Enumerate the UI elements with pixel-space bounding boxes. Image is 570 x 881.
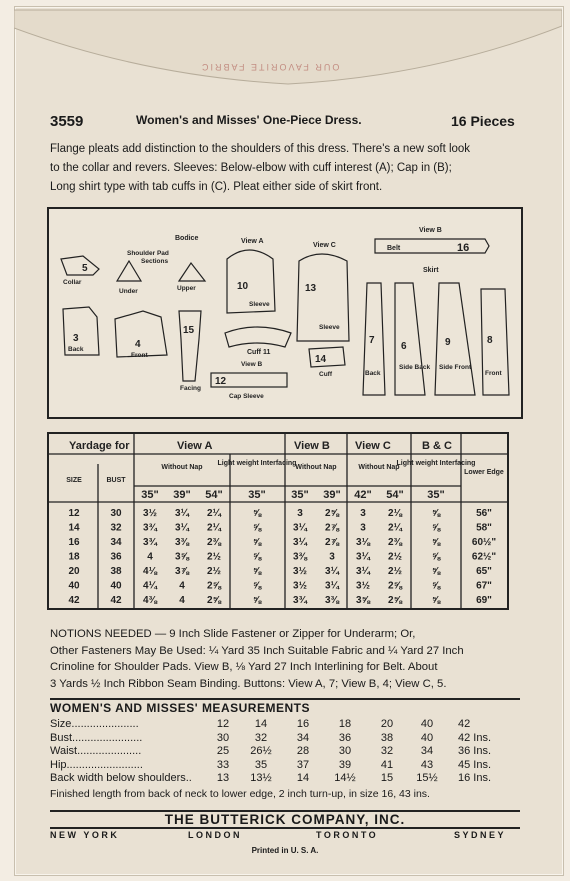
yardage-cell: ⅝ <box>252 508 262 519</box>
measurement-value: 38 <box>380 731 394 744</box>
cuff-a-label: Cuff 11 <box>247 349 271 356</box>
yardage-cell: ⅝ <box>252 522 262 534</box>
yardage-cell: 3½ <box>293 566 307 577</box>
yardage-cell: 4⅛ <box>143 566 157 577</box>
view-b-top-label: View B <box>419 227 442 234</box>
skirt-label: Skirt <box>423 267 439 274</box>
sleeve-c-number: 13 <box>305 283 317 294</box>
yardage-cell: 36 <box>110 551 122 563</box>
collar-number: 5 <box>82 263 88 274</box>
measurement-value: 20 <box>380 718 394 730</box>
skirt-back-label: Back <box>365 370 381 377</box>
measurement-value: 34 <box>296 731 310 744</box>
measurement-value: 12 <box>216 718 230 730</box>
yardage-cell: 2⅞ <box>325 537 339 548</box>
view-c-label: View C <box>313 242 336 249</box>
sections-label: Sections <box>141 258 169 265</box>
yardage-cell: ⅝ <box>431 551 441 563</box>
facing-piece <box>179 311 201 381</box>
measurement-value: 16 <box>296 718 310 730</box>
fabric-width: 35" <box>141 489 159 501</box>
belt-label: Belt <box>387 245 401 252</box>
measurement-value: 33 <box>216 758 230 771</box>
measurement-value: 32 <box>380 745 394 757</box>
cuff-c-label: Cuff <box>319 371 332 378</box>
yardage-cell: 60½" <box>471 537 497 548</box>
description-line: Flange pleats add distinction to the shoulders of this dress. There's a new soft look <box>50 143 471 155</box>
yardage-cell: 14 <box>68 522 80 534</box>
measurement-value: 37 <box>296 758 310 771</box>
yardage-cell: ⅝ <box>431 595 441 606</box>
yardage-cell: 3¼ <box>356 566 370 577</box>
measurement-label: Hip......................... <box>50 758 143 771</box>
view-a-label: View A <box>241 238 264 245</box>
measurement-row <box>50 745 520 758</box>
yardage-cell: 3⅞ <box>175 566 189 577</box>
measurement-value: 35 <box>254 758 268 771</box>
sleeve-a-number: 10 <box>237 281 249 292</box>
notions-line: Crinoline for Shoulder Pads. View B, ⅛ Yard 27 Inch Interlining for Belt. About <box>50 661 438 673</box>
yardage-cell: 3½ <box>293 580 307 592</box>
yardage-cell: 34 <box>110 537 122 548</box>
envelope-flap <box>14 6 562 96</box>
yardage-cell: 42 <box>68 595 80 606</box>
measurement-value: 45 Ins. <box>458 758 492 771</box>
measurement-value: 14 <box>296 772 310 784</box>
yardage-cell: 2½ <box>207 551 221 563</box>
yardage-cell: 3⅜ <box>325 595 339 606</box>
side-front-label: Side Front <box>439 364 472 371</box>
measurement-value: 32 <box>254 731 268 744</box>
yardage-cell: 2¼ <box>388 522 402 534</box>
pattern-number: 3559 <box>50 113 84 130</box>
yardage-cell: ⅝ <box>252 537 262 548</box>
yardage-cell: ⅝ <box>431 537 441 548</box>
yardage-cell: 2⅝ <box>207 595 221 606</box>
view-a-header: View A <box>177 440 213 452</box>
without-nap-b: Without Nap <box>295 464 337 471</box>
measurement-row <box>50 718 520 731</box>
size-header: SIZE <box>66 477 82 484</box>
yardage-cell: 4 <box>179 580 185 592</box>
measurement-value: 40 <box>420 731 434 744</box>
yardage-cell: ⅝ <box>431 580 441 592</box>
facing-number: 15 <box>183 325 195 336</box>
b-and-c-header: B & C <box>422 440 452 452</box>
description-line: to the collar and revers. Sleeves: Below-elbow with cuff interest (A); Cap in (B); <box>50 162 452 174</box>
yardage-cell: 3¼ <box>293 522 307 534</box>
measurement-value: 39 <box>338 758 352 771</box>
without-nap-a: Without Nap <box>161 464 203 471</box>
cap-sleeve-label: Cap Sleeve <box>229 393 264 400</box>
measurement-value: 30 <box>338 745 352 757</box>
fabric-width: 39" <box>173 489 191 501</box>
bodice-front-piece <box>115 311 167 357</box>
skirt-front-number: 8 <box>487 335 493 346</box>
notions-line: 3 Yards ½ Inch Ribbon Seam Binding. Buttons: View A, 7; View B, 4; View C, 5. <box>50 677 447 690</box>
fabric-width: 54" <box>205 489 223 501</box>
fabric-width: 42" <box>354 489 372 501</box>
measurement-value: 36 Ins. <box>458 745 492 757</box>
yardage-cell: 2⅝ <box>207 580 221 592</box>
city-name: TORONTO <box>316 830 379 840</box>
notions-needed <box>50 626 525 692</box>
yardage-cell: 2⅛ <box>388 508 402 519</box>
measurement-label: Size...................... <box>50 718 139 730</box>
yardage-cell: 3¼ <box>175 522 189 534</box>
footer-rule <box>50 827 520 829</box>
yardage-cell: ⅝ <box>252 566 262 577</box>
measurement-value: 42 <box>458 718 471 730</box>
measurement-value: 14 <box>254 718 268 730</box>
yardage-cell: 2⅞ <box>325 522 339 534</box>
pattern-title: Women's and Misses' One-Piece Dress. <box>136 113 362 127</box>
measurement-value: 15 <box>380 772 394 784</box>
yardage-cell: 40 <box>110 580 122 592</box>
yardage-cell: 18 <box>68 551 80 563</box>
side-back-number: 6 <box>401 341 407 352</box>
watermark-text: OUR FAVORITE FABRIC <box>200 62 340 72</box>
shoulder-pad-upper <box>179 263 205 281</box>
yardage-cell: 40 <box>68 580 80 592</box>
front-label: Front <box>131 352 148 359</box>
yardage-cell: 3 <box>360 508 366 519</box>
measurement-value: 34 <box>420 745 434 757</box>
yardage-cell: 3¾ <box>143 522 157 534</box>
yardage-cell: 2¼ <box>207 522 221 534</box>
printed-in: Printed in U. S. A. <box>251 846 319 855</box>
back-number: 3 <box>73 333 79 344</box>
measurements-footnote: Finished length from back of neck to lower edge, 2 inch turn-up, in size 16, 43 ins. <box>50 788 430 800</box>
fabric-width: 35" <box>427 489 445 501</box>
collar-piece <box>61 256 99 275</box>
yardage-cell: 32 <box>110 522 122 534</box>
measurement-value: 30 <box>216 731 230 744</box>
yardage-table <box>47 432 509 610</box>
yardage-cell: ⅝ <box>431 566 441 577</box>
yardage-cell: 30 <box>110 508 122 519</box>
yardage-cell: 3½ <box>143 508 157 519</box>
yardage-cell: 67" <box>476 580 492 592</box>
yardage-cell: 3¼ <box>356 551 370 563</box>
yardage-cell: 16 <box>68 537 80 548</box>
measurement-value: 42 Ins. <box>458 731 492 744</box>
yardage-cell: 3¼ <box>293 537 307 548</box>
yardage-cell: 3¾ <box>143 537 157 548</box>
measurement-value: 26½ <box>250 745 272 757</box>
yardage-cell: 69" <box>476 595 492 606</box>
yardage-for-label: Yardage for <box>69 440 130 452</box>
yardage-cell: 3½ <box>356 580 370 592</box>
yardage-cell: 38 <box>110 566 122 577</box>
sleeve-c-label: Sleeve <box>319 324 340 331</box>
bust-header: BUST <box>106 477 126 484</box>
measurement-value: 14½ <box>334 772 356 784</box>
fabric-width: 39" <box>323 489 341 501</box>
cap-sleeve-number: 12 <box>215 376 227 387</box>
yardage-cell: 2⅜ <box>207 537 221 548</box>
yardage-cell: 4 <box>147 551 153 563</box>
piece-count: 16 Pieces <box>451 113 515 129</box>
measurement-label: Back width below shoulders.. <box>50 772 192 784</box>
side-front-piece <box>435 283 475 395</box>
upper-label: Upper <box>177 285 196 292</box>
yardage-cell: ⅝ <box>252 595 262 606</box>
yardage-cell: 58" <box>476 522 492 534</box>
city-name: SYDNEY <box>454 830 507 840</box>
view-c-header: View C <box>355 440 391 452</box>
measurement-value: 36 <box>338 731 352 744</box>
fabric-width: 35" <box>291 489 309 501</box>
skirt-front-piece <box>481 289 509 395</box>
description-line: Long shirt type with tab cuffs in (C). Pleat either side of skirt front. <box>50 181 383 193</box>
yardage-cell: 2⅝ <box>388 595 402 606</box>
yardage-cell: 12 <box>68 508 80 519</box>
yardage-cell: 4⅜ <box>143 595 157 606</box>
yardage-cell: ⅝ <box>252 551 262 563</box>
measurement-value: 43 <box>420 758 434 771</box>
fabric-width: 54" <box>386 489 404 501</box>
view-b-mid-label: View B <box>241 361 263 368</box>
yardage-cell: 2⅜ <box>388 537 402 548</box>
yardage-cell: 2⅝ <box>388 580 402 592</box>
yardage-cell: 2½ <box>388 551 402 563</box>
interfacing-bc: Light weight Interfacing <box>396 460 476 467</box>
measurement-row <box>50 759 520 772</box>
shoulder-pad-under <box>117 261 141 281</box>
measurement-value: 25 <box>216 745 230 757</box>
measurement-label: Bust....................... <box>50 731 143 744</box>
yardage-cell: 62½" <box>471 551 497 563</box>
side-back-piece <box>395 283 425 395</box>
view-a-cuff-piece <box>225 327 291 347</box>
measurement-value: 16 Ins. <box>458 772 492 784</box>
company-name: THE BUTTERICK COMPANY, INC. <box>164 812 406 827</box>
yardage-cell: 3 <box>329 551 335 563</box>
notions-line: Other Fasteners May Be Used: ¼ Yard 35 Inch Suitable Fabric and ¼ Yard 27 Inch <box>50 644 464 657</box>
yardage-cell: 2½ <box>388 566 402 577</box>
yardage-cell: 65" <box>476 566 492 577</box>
yardage-cell: 3¼ <box>325 580 339 592</box>
collar-label: Collar <box>63 279 82 286</box>
without-nap-c: Without Nap <box>358 464 400 471</box>
measurement-row <box>50 772 520 785</box>
view-b-header: View B <box>294 440 330 452</box>
yardage-cell: 4 <box>179 595 185 606</box>
measurement-value: 18 <box>338 718 352 730</box>
measurement-value: 40 <box>420 718 434 730</box>
yardage-cell: 2⅝ <box>325 508 339 519</box>
yardage-cell: 3⅝ <box>175 551 189 563</box>
notions-line: NOTIONS NEEDED — 9 Inch Slide Fastener or Zipper for Underarm; Or, <box>50 628 416 640</box>
yardage-cell: 42 <box>110 595 122 606</box>
measurement-row <box>50 732 520 745</box>
measurement-value: 15½ <box>416 772 438 784</box>
description <box>50 140 530 197</box>
yardage-cell: 3¼ <box>175 508 189 519</box>
lower-edge-header: Lower Edge <box>464 469 504 476</box>
yardage-cell: 3 <box>360 522 366 534</box>
side-back-label: Side Back <box>399 364 431 371</box>
yardage-cell: 20 <box>68 566 80 577</box>
belt-number: 16 <box>457 242 470 254</box>
measurements-title: WOMEN'S AND MISSES' MEASUREMENTS <box>50 701 310 715</box>
yardage-cell: 3⅜ <box>293 551 307 563</box>
city-name: NEW YORK <box>50 830 120 840</box>
yardage-cell: ⅝ <box>431 508 441 519</box>
measurement-value: 13½ <box>250 772 272 784</box>
skirt-front-label: Front <box>485 370 502 377</box>
measurement-label: Waist..................... <box>50 745 142 757</box>
yardage-cell: 3⅛ <box>356 537 370 548</box>
bodice-label: Bodice <box>175 235 199 242</box>
sleeve-a-label: Sleeve <box>249 301 270 308</box>
yardage-cell: 56" <box>476 508 492 519</box>
yardage-cell: 3⅝ <box>356 595 370 606</box>
city-name: LONDON <box>188 830 242 840</box>
back-label: Back <box>68 346 84 353</box>
yardage-cell: 3 <box>297 508 303 519</box>
yardage-cell: 3⅜ <box>175 537 189 548</box>
pattern-pieces-diagram <box>47 207 523 419</box>
skirt-back-number: 7 <box>369 335 375 346</box>
yardage-cell: 3¼ <box>325 566 339 577</box>
fabric-width: 35" <box>248 489 266 501</box>
yardage-cell: 4¼ <box>143 580 157 592</box>
cuff-c-number: 14 <box>315 354 327 365</box>
side-front-number: 9 <box>445 337 451 348</box>
measurement-value: 13 <box>216 772 230 784</box>
facing-label: Facing <box>180 385 201 392</box>
yardage-cell: 3¾ <box>293 595 307 606</box>
measurements-section <box>50 698 520 812</box>
interfacing-a: Light weight Interfacing <box>217 460 297 467</box>
yardage-cell: 2½ <box>207 566 221 577</box>
under-label: Under <box>119 288 138 295</box>
measurement-value: 41 <box>380 758 394 771</box>
front-number: 4 <box>135 339 141 350</box>
measurement-value: 28 <box>296 745 310 757</box>
yardage-cell: ⅝ <box>431 522 441 534</box>
yardage-cell: 2¼ <box>207 508 221 519</box>
shoulder-pad-label: Shoulder Pad <box>127 250 169 257</box>
yardage-cell: ⅝ <box>252 580 262 592</box>
